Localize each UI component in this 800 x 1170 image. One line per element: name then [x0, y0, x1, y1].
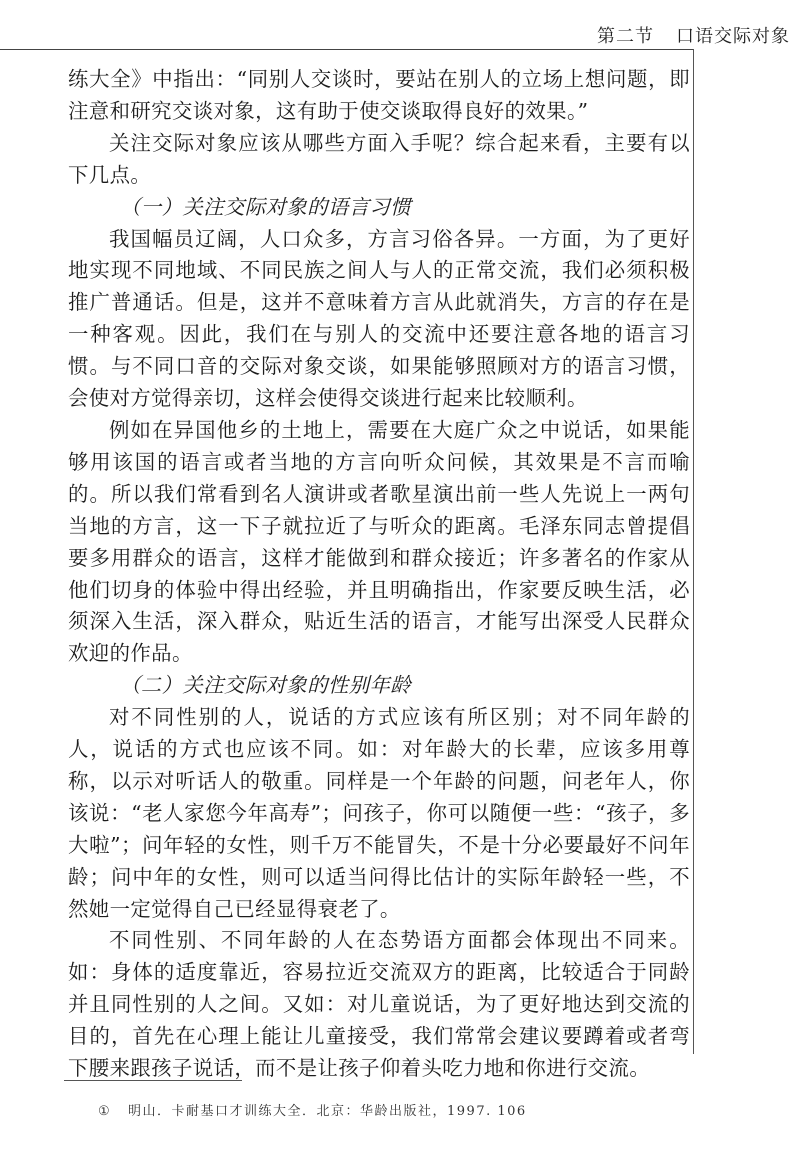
- footnote: [98, 1100, 527, 1119]
- margin-rule: [693, 49, 694, 1054]
- section-heading: （一）关注交际对象的语言习惯: [120, 194, 412, 219]
- section-heading: （二）关注交际对象的性别年龄: [120, 673, 412, 698]
- paragraph: 不同性别、不同年龄的人在态势语方面都会体现出不同来。如：身体的适度靠近，容易拉近交流双方的距离，比较适合于同龄并且同性别的人之间。又如：对儿童说话，为了更好地达到交流的目的，首先在心理上能让儿童接受，我们常常会建议要蹲着或者弯下腰来跟孩子说话，而不是让孩子仰着头吃力地和你进行交流。: [68, 928, 690, 1081]
- body-text: [68, 64, 690, 1085]
- paragraph: 对不同性别的人，说话的方式应该有所区别；对不同年龄的人，说话的方式也应该不同。如：对年龄大的长辈，应该多用尊称，以示对听话人的敬重。同样是一个年龄的问题，问老年人，你该说：“老人家您今年高寿”；问孩子，你可以随便一些：“孩子，多大啦”；问年轻的女性，则千万不能冒失，不是十分必要最好不问年龄；问中年的女性，则可以适当问得比估计的实际年龄轻一些，不然她一定觉得自己已经显得衰老了。: [68, 705, 690, 921]
- running-head-title: 口语交际对象: [676, 26, 790, 47]
- header-rule: [0, 49, 694, 50]
- paragraph: 例如在异国他乡的土地上，需要在大庭广众之中说话，如果能够用该国的语言或者当地的方言向听众问候，其效果是不言而喻的。所以我们常看到名人演讲或者歌星演出前一些人先说上一两句当地的方言，这一下子就拉近了与听众的距离。毛泽东同志曾提倡要多用群众的语言，这样才能做到和群众接近；许多著名的作家从他们切身的体验中得出经验，并且明确指出，作家要反映生活，必须深入生活，深入群众，贴近生活的语言，才能写出深受人民群众欢迎的作品。: [68, 417, 690, 666]
- running-head: [560, 22, 790, 48]
- footnote-rule: [64, 1080, 242, 1081]
- paragraph: 我国幅员辽阔，人口众多，方言习俗各异。一方面，为了更好地实现不同地域、不同民族之间人与人的正常交流，我们必须积极推广普通话。但是，这并不意味着方言从此就消失，方言的存在是一种客观。因此，我们在与别人的交流中还要注意各地的语言习惯。与不同口音的交际对象交谈，如果能够照顾对方的语言习惯，会使对方觉得亲切，这样会使得交谈进行起来比较顺利。: [68, 226, 690, 411]
- footnote-text: 明山．卡耐基口才训练大全．北京：华龄出版社，1997. 106: [128, 1104, 527, 1119]
- paragraph: 练大全》中指出：“同别人交谈时，要站在别人的立场上想问题，即注意和研究交谈对象，这有助于使交谈取得良好的效果。”: [68, 67, 690, 123]
- footnote-marker: ①: [98, 1104, 112, 1119]
- paragraph: 关注交际对象应该从哪些方面入手呢？综合起来看，主要有以下几点。: [68, 130, 690, 187]
- running-head-section: 第二节: [597, 26, 654, 47]
